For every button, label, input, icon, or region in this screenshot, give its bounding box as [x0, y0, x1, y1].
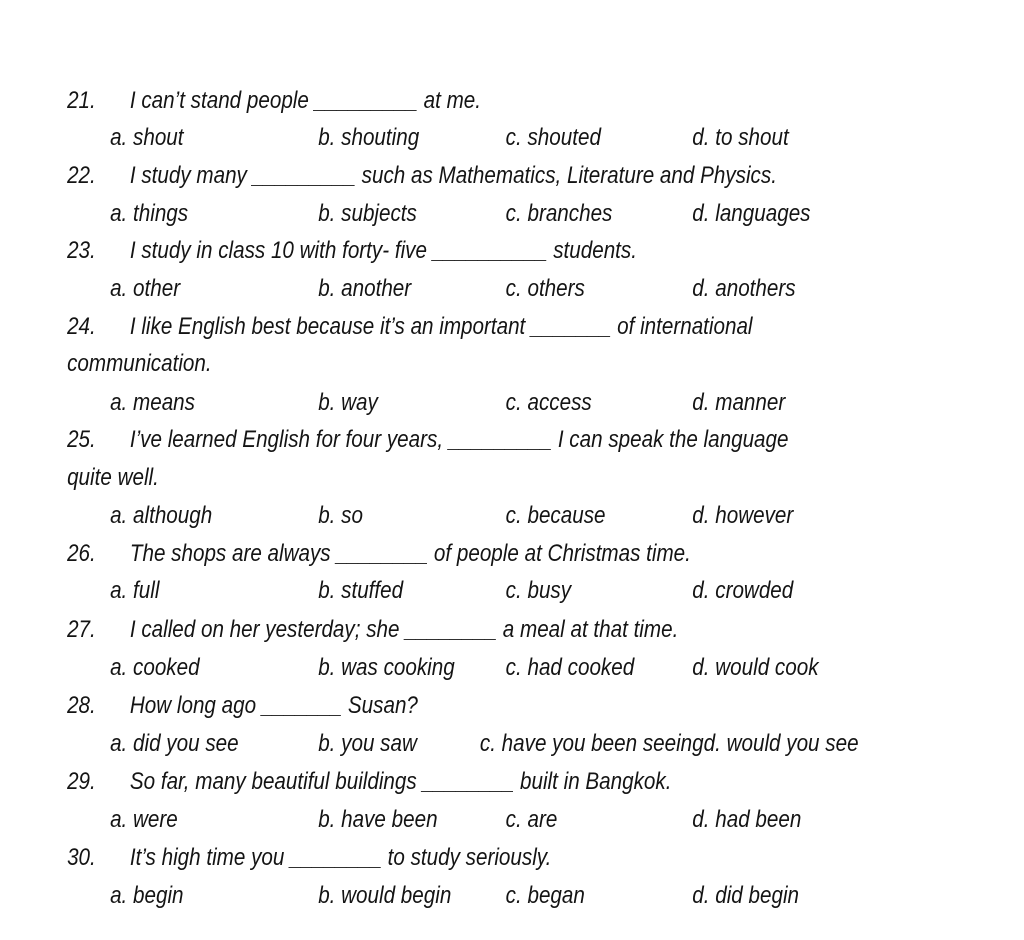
option-d: d. manner	[692, 389, 786, 416]
option-c: c. branches	[505, 200, 613, 227]
question-number: 23.	[67, 237, 96, 264]
question-stem-continuation: quite well.	[67, 464, 159, 491]
question-23-options	[0, 271, 881, 307]
option-d: d. would cook	[692, 654, 819, 681]
option-b: b. you saw	[318, 730, 417, 757]
question-26-options	[0, 573, 881, 609]
question-number: 25.	[67, 426, 96, 453]
question-number: 29.	[67, 768, 96, 795]
question-stem: How long ago _______ Susan?	[129, 692, 418, 719]
question-number: 26.	[67, 540, 96, 567]
option-a: a. begin	[110, 882, 184, 909]
question-number: 22.	[67, 162, 96, 189]
option-c: c. shouted	[505, 124, 601, 151]
option-a: a. full	[110, 577, 160, 604]
option-d: d. anothers	[692, 275, 796, 302]
question-stem: It’s high time you ________ to study seriously.	[129, 844, 552, 871]
question-26	[0, 536, 881, 572]
option-c-and-d: c. have you been seeingd. would you see	[479, 730, 859, 757]
option-d: d. to shout	[692, 124, 789, 151]
option-b: b. so	[318, 502, 363, 529]
question-stem: I can’t stand people _________ at me.	[129, 87, 482, 114]
question-21	[0, 83, 881, 119]
question-stem: I’ve learned English for four years, _________ I can speak the language	[129, 426, 789, 453]
question-22	[0, 158, 881, 194]
question-29-options	[0, 802, 881, 838]
option-a: a. were	[110, 806, 178, 833]
question-24-options	[0, 385, 881, 421]
option-d: d. crowded	[692, 577, 794, 604]
option-c: c. had cooked	[505, 654, 635, 681]
question-25-continuation	[0, 460, 881, 496]
question-27	[0, 612, 881, 648]
question-number: 30.	[67, 844, 96, 871]
question-29	[0, 764, 881, 800]
question-number: 24.	[67, 313, 96, 340]
question-25-options	[0, 498, 881, 534]
option-a: a. shout	[110, 124, 184, 151]
question-21-options	[0, 120, 881, 156]
question-28-options	[0, 726, 881, 762]
question-number: 28.	[67, 692, 96, 719]
question-27-options	[0, 650, 881, 686]
option-a: a. means	[110, 389, 195, 416]
question-stem: So far, many beautiful buildings ________ built in Bangkok.	[129, 768, 672, 795]
option-d: d. had been	[692, 806, 802, 833]
option-b: b. stuffed	[318, 577, 404, 604]
option-c: c. busy	[505, 577, 572, 604]
question-24-continuation	[0, 346, 881, 382]
question-stem: I like English best because it’s an important _______ of international	[129, 313, 753, 340]
option-b: b. shouting	[318, 124, 420, 151]
option-a: a. things	[110, 200, 189, 227]
option-c: c. access	[505, 389, 592, 416]
question-stem: The shops are always ________ of people at Christmas time.	[129, 540, 691, 567]
option-a: a. did you see	[110, 730, 239, 757]
option-c: c. are	[505, 806, 558, 833]
question-stem: I study in class 10 with forty- five __________ students.	[129, 237, 637, 264]
question-25	[0, 422, 881, 458]
option-a: a. cooked	[110, 654, 200, 681]
question-24	[0, 309, 881, 345]
option-b: b. would begin	[318, 882, 452, 909]
option-c: c. began	[505, 882, 585, 909]
option-d: d. languages	[692, 200, 811, 227]
question-28	[0, 688, 881, 724]
option-d: d. did begin	[692, 882, 800, 909]
option-b: b. was cooking	[318, 654, 455, 681]
option-c: c. because	[505, 502, 606, 529]
question-stem-continuation: communication.	[67, 350, 212, 377]
question-30-options	[0, 878, 881, 914]
option-b: b. way	[318, 389, 378, 416]
question-stem: I called on her yesterday; she ________ a meal at that time.	[129, 616, 679, 643]
question-30	[0, 840, 881, 876]
question-stem: I study many _________ such as Mathematics, Literature and Physics.	[129, 162, 777, 189]
question-23	[0, 233, 881, 269]
option-d: d. however	[692, 502, 794, 529]
option-b: b. have been	[318, 806, 438, 833]
question-22-options	[0, 196, 881, 232]
question-number: 27.	[67, 616, 96, 643]
option-b: b. another	[318, 275, 412, 302]
question-number: 21.	[67, 87, 96, 114]
option-c: c. others	[505, 275, 585, 302]
option-a: a. although	[110, 502, 213, 529]
option-a: a. other	[110, 275, 181, 302]
option-b: b. subjects	[318, 200, 417, 227]
